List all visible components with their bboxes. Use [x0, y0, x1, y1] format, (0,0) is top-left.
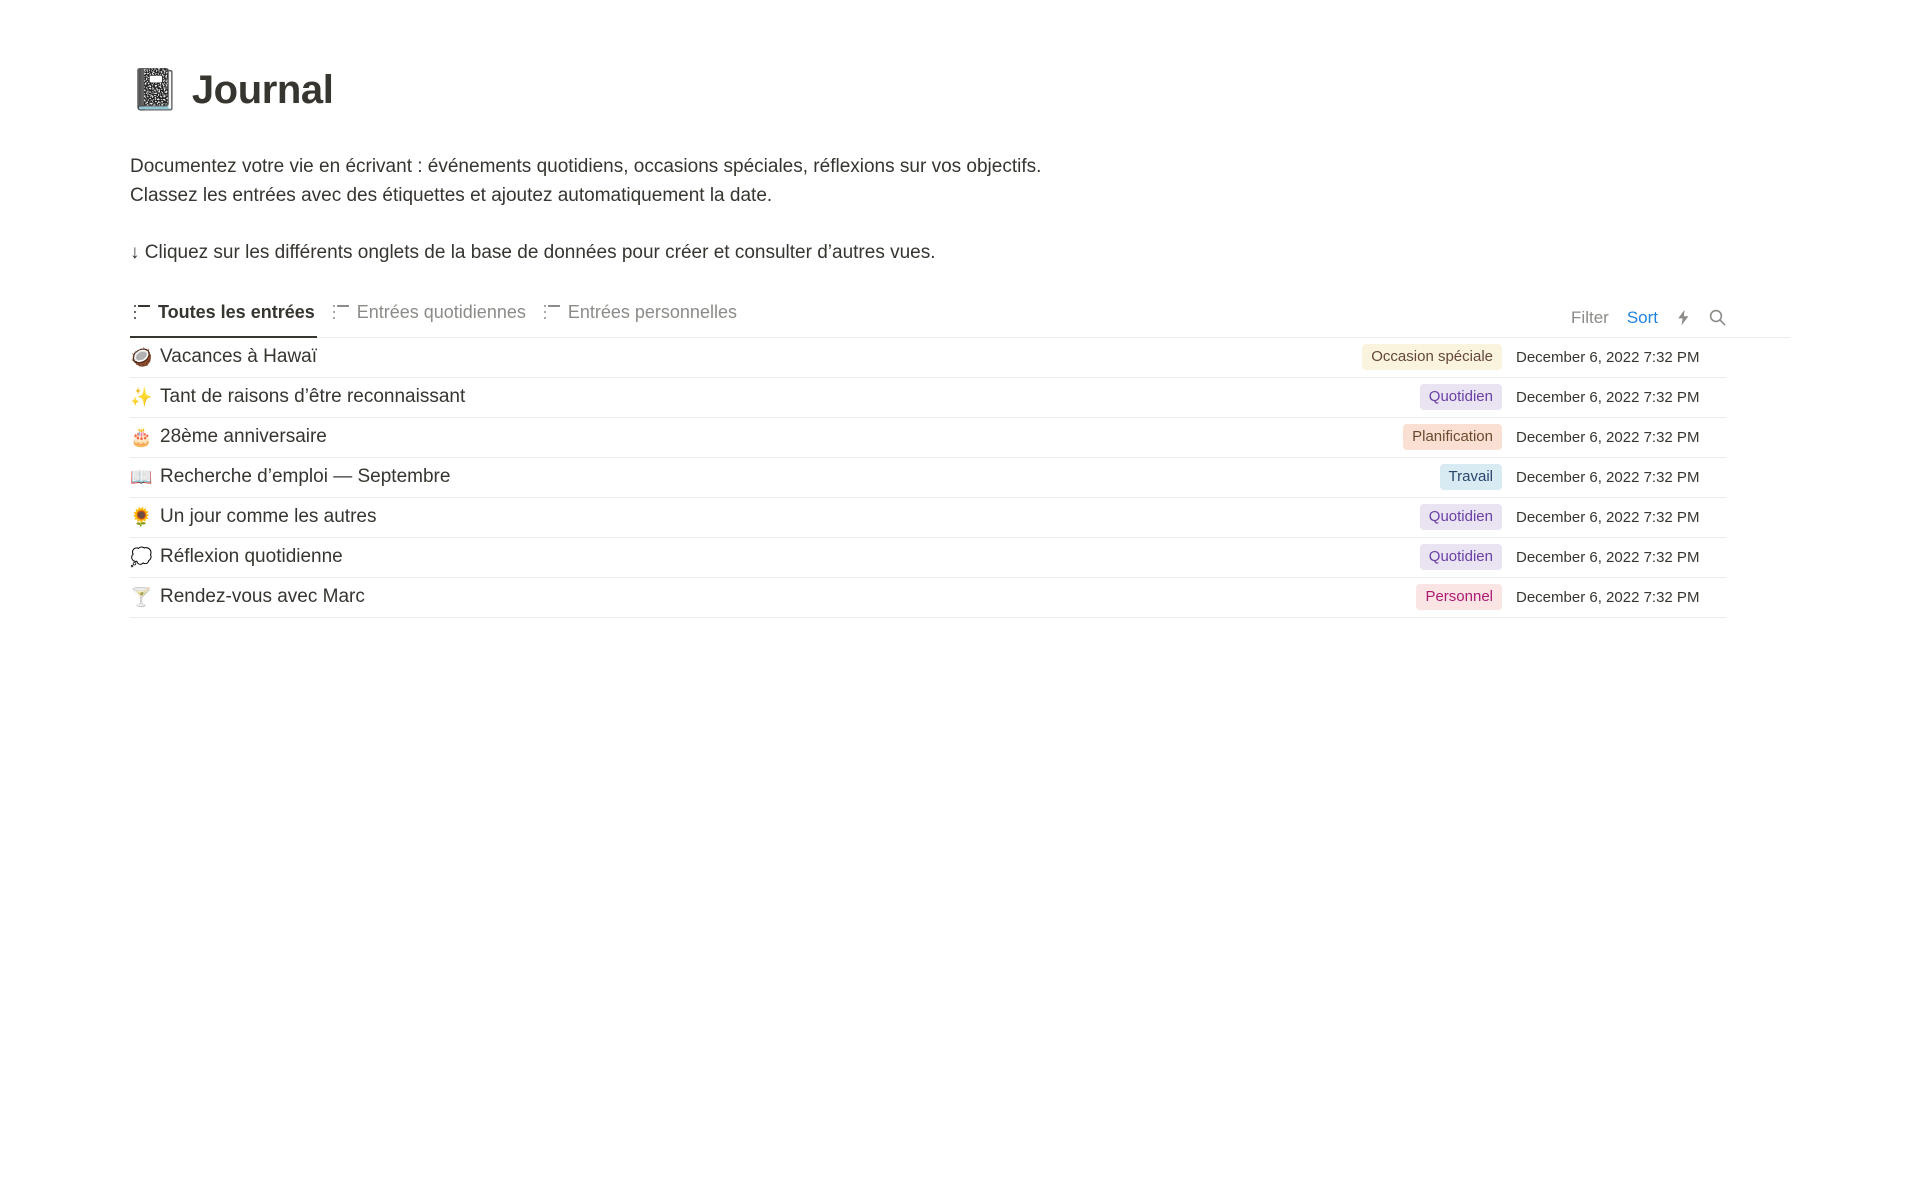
database-toolbar — [1571, 308, 1726, 337]
tab-entrees-quotidiennes[interactable] — [329, 297, 536, 337]
tab-label: Entrées quotidiennes — [356, 301, 526, 322]
row-emoji: 💭 — [130, 547, 153, 568]
table-row[interactable] — [130, 458, 1726, 498]
status-badge: Travail — [1440, 464, 1502, 490]
table-row[interactable] — [130, 338, 1726, 378]
row-title: Tant de raisons d’être reconnaissant — [160, 386, 466, 408]
row-title: Un jour comme les autres — [160, 506, 377, 528]
list-icon — [134, 305, 150, 319]
table-row[interactable] — [130, 378, 1726, 418]
row-date: December 6, 2022 7:32 PM — [1516, 588, 1700, 606]
status-badge: Personnel — [1416, 584, 1502, 610]
row-date: December 6, 2022 7:32 PM — [1516, 428, 1700, 446]
row-emoji: 🥥 — [130, 347, 153, 368]
row-date: December 6, 2022 7:32 PM — [1516, 468, 1700, 486]
row-tag-cell — [1186, 504, 1516, 530]
tab-entrees-personnelles[interactable] — [540, 297, 747, 337]
page-title: Journal — [191, 67, 334, 112]
status-badge: Occasion spéciale — [1362, 344, 1502, 370]
row-emoji: ✨ — [130, 387, 153, 408]
row-tag-cell — [1186, 464, 1516, 490]
database-tabs — [130, 297, 747, 337]
table-row[interactable] — [130, 578, 1726, 618]
row-date: December 6, 2022 7:32 PM — [1516, 508, 1700, 526]
row-tag-cell — [1186, 384, 1516, 410]
filter-button[interactable]: Filter — [1571, 307, 1609, 327]
database-tabbar — [130, 298, 1790, 338]
page-content — [130, 0, 1790, 618]
list-icon — [544, 305, 560, 319]
status-badge: Quotidien — [1420, 384, 1502, 410]
page-hint: ↓ Cliquez sur les différents onglets de la base de données pour créer et consulter d’autres vues. — [130, 242, 936, 264]
search-icon[interactable] — [1709, 309, 1726, 326]
page-description-line-2: Classez les entrées avec des étiquettes et ajoutez automatiquement la date. — [130, 185, 773, 207]
row-emoji: 🌻 — [130, 507, 153, 528]
row-tag-cell — [1186, 344, 1516, 370]
page-title-row — [130, 40, 1790, 140]
row-title: Recherche d’emploi — Septembre — [160, 466, 451, 488]
tab-toutes-les-entrees[interactable] — [130, 297, 325, 337]
row-date: December 6, 2022 7:32 PM — [1516, 548, 1700, 566]
row-date: December 6, 2022 7:32 PM — [1516, 348, 1700, 366]
status-badge: Planification — [1403, 424, 1502, 450]
row-tag-cell — [1186, 424, 1516, 450]
tab-label: Toutes les entrées — [158, 301, 315, 322]
row-title: Réflexion quotidienne — [160, 546, 343, 568]
list-icon — [333, 305, 349, 319]
row-tag-cell — [1186, 584, 1516, 610]
row-emoji: 🍸 — [130, 587, 153, 608]
row-date: December 6, 2022 7:32 PM — [1516, 388, 1700, 406]
entries-list — [130, 338, 1790, 618]
row-title: 28ème anniversaire — [160, 426, 327, 448]
tab-label: Entrées personnelles — [567, 301, 737, 322]
row-emoji: 🎂 — [130, 427, 153, 448]
page-description-line-1: Documentez votre vie en écrivant : événements quotidiens, occasions spéciales, réflexions sur vos objectifs. — [130, 155, 1042, 177]
lightning-icon[interactable] — [1676, 309, 1691, 326]
row-tag-cell — [1186, 544, 1516, 570]
notebook-icon: 📓 — [130, 67, 180, 112]
status-badge: Quotidien — [1420, 504, 1502, 530]
sort-button[interactable]: Sort — [1626, 307, 1658, 327]
table-row[interactable] — [130, 498, 1726, 538]
table-row[interactable] — [130, 418, 1726, 458]
status-badge: Quotidien — [1420, 544, 1502, 570]
row-title: Vacances à Hawaï — [160, 346, 318, 368]
row-emoji: 📖 — [130, 467, 153, 488]
row-title: Rendez-vous avec Marc — [160, 586, 365, 608]
table-row[interactable] — [130, 538, 1726, 578]
page-description — [130, 152, 1790, 211]
